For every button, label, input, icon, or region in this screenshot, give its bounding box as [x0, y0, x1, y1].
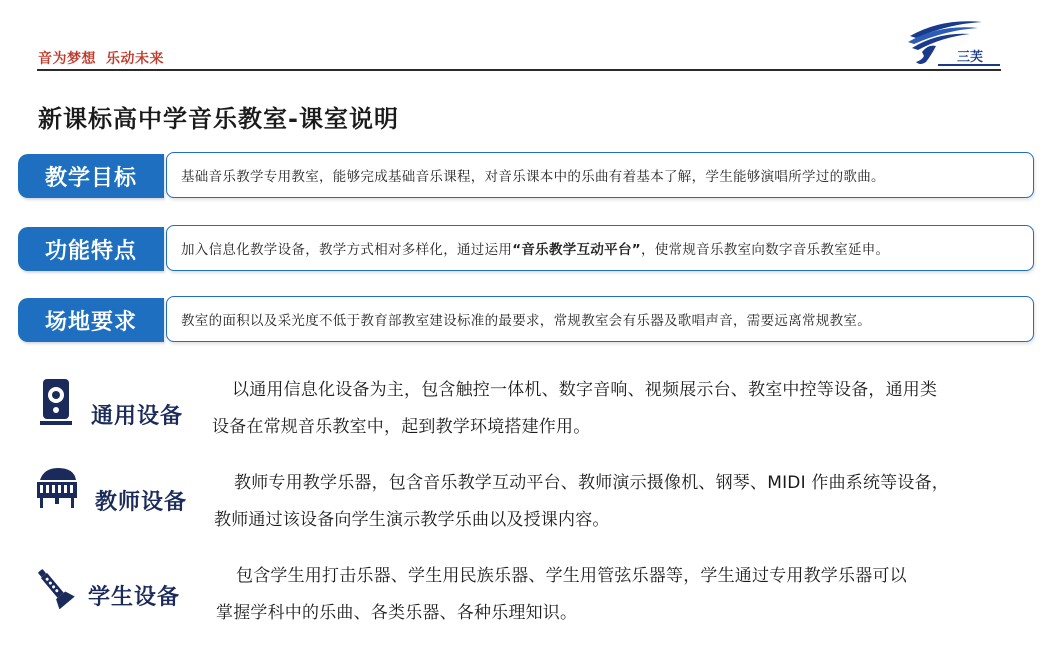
info-label: 教学目标: [18, 154, 164, 198]
info-text-box: [166, 225, 1034, 271]
info-label: 场地要求: [18, 298, 164, 342]
slogan-part-1: 音为梦想: [38, 51, 96, 67]
info-text: 教室的面积以及采光度不低于教育部教室建设标准的最要求，常规教室会有乐器及歌唱声音，需要远离常规教室。: [181, 313, 871, 329]
info-text: 基础音乐教学专用教室，能够完成基础音乐课程，对音乐课本中的乐曲有着基本了解，学生能够演唱所学过的歌曲。: [181, 169, 885, 185]
info-row-features: [18, 225, 1038, 273]
description-line-2: 掌握学科中的乐曲、各类乐器、各种乐理知识。: [216, 603, 578, 623]
slogan: [38, 48, 164, 68]
description-line-2: 教师通过该设备向学生演示教学乐曲以及授课内容。: [214, 510, 610, 530]
equipment-title: 通用设备: [91, 404, 184, 429]
equipment-description: [214, 465, 1034, 539]
info-text-bold: “音乐教学互动平台”: [512, 242, 641, 258]
speaker-icon: [40, 378, 72, 426]
equipment-description: [216, 558, 1036, 632]
sanfu-logo-icon: [902, 14, 1002, 68]
header-divider: [37, 69, 1001, 71]
slogan-part-2: 乐动未来: [106, 51, 164, 67]
info-label: 功能特点: [18, 227, 164, 271]
description-line-1: 以通用信息化设备为主，包含触控一体机、数字音响、视频展示台、教室中控等设备，通用类: [232, 380, 938, 400]
equipment-description: [212, 372, 1032, 446]
piano-icon: [36, 466, 78, 510]
info-text-box: [166, 296, 1034, 342]
page-title: 新课标高中学音乐教室-课室说明: [38, 105, 399, 133]
logo-text: 三芙: [957, 50, 984, 65]
equipment-title: 学生设备: [88, 585, 181, 610]
info-row-teaching-goal: [18, 152, 1038, 200]
equipment-title: 教师设备: [95, 490, 188, 515]
info-row-site-requirements: [18, 296, 1038, 344]
info-text-after: ，使常规音乐教室向数字音乐教室延申。: [640, 242, 890, 258]
clarinet-icon: [34, 565, 76, 609]
info-text-before: 加入信息化教学设备，教学方式相对多样化，通过运用: [181, 242, 513, 258]
info-text-box: [166, 152, 1034, 198]
description-line-1: 包含学生用打击乐器、学生用民族乐器、学生用管弦乐器等，学生通过专用教学乐器可以: [236, 566, 907, 586]
description-line-2: 设备在常规音乐教室中，起到教学环境搭建作用。: [212, 417, 591, 437]
description-line-1: 教师专用教学乐器，包含音乐教学互动平台、教师演示摄像机、钢琴、MIDI 作曲系统等设备，: [234, 473, 949, 493]
